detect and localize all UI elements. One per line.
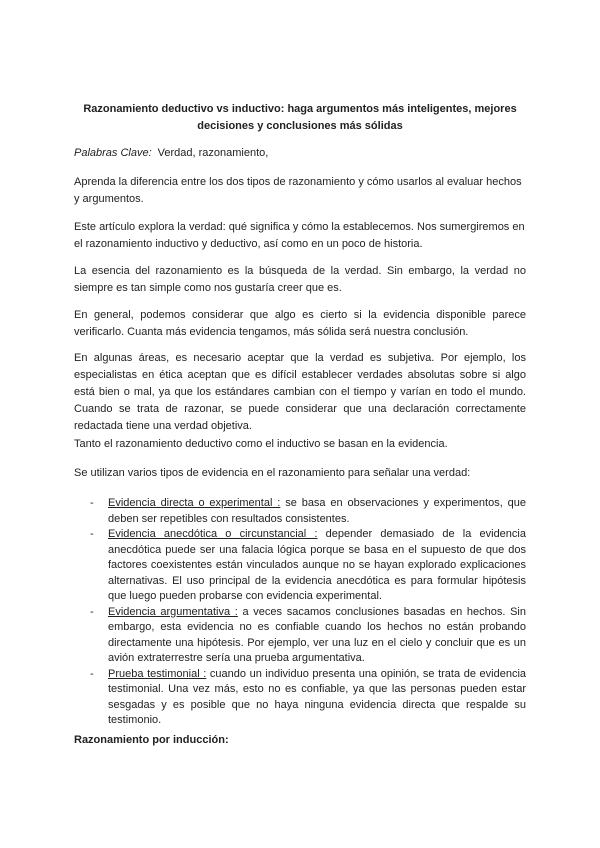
section-heading-induction: Razonamiento por inducción: [74,734,229,746]
paragraph-article-scope: Este artículo explora la verdad: qué significa y cómo la establecemos. Nos sumergiremos en el razonamiento inductivo y deductivo, así como en un poco de historia. [74,221,525,250]
keywords-label: Palabras Clave: [74,147,152,159]
keywords-value: Verdad, razonamiento, [157,147,269,159]
list-item [74,496,526,527]
paragraph-intro: Aprenda la diferencia entre los dos tipos de razonamiento y cómo usarlos al evaluar hechos y argumentos. [74,176,522,205]
evidence-term: Evidencia directa o experimental : [108,497,281,509]
list-item [74,605,526,667]
list-item [74,667,526,729]
paragraph-subjective-truth: En algunas áreas, es necesario aceptar que la verdad es subjetiva. Por ejemplo, los especialistas en ética aceptan que es difícil establecer verdades absolutas sobre si algo está bien o mal, ya que los estándares cambian con el tiempo y varían en todo el mundo. Cuando se trata de razonar, se puede considerar que una declaración correctamente redactada tiene una verdad objetiva. [74,352,526,432]
paragraph-both-reasoning: Tanto el razonamiento deductivo como el inductivo se basan en la evidencia. [74,438,448,450]
list-bullet: - [90,605,94,618]
evidence-types-list [74,496,526,729]
evidence-description: depender demasiado de la evidencia anecdótica puede ser una falacia lógica porque se basa en el supuesto de que dos factores coexistentes están vinculados aunque no se hayan explorado explicaciones alternativas. El uso principal de la evidencia anecdótica es para formular hipótesis que luego pueden probarse con evidencia experimental. [108,528,526,602]
keywords-line [74,145,526,162]
evidence-term: Prueba testimonial : [108,667,207,680]
paragraph-evidence-types-intro: Se utilizan varios tipos de evidencia en el razonamiento para señalar una verdad: [74,467,471,479]
evidence-description: cuando un individuo presenta una opinión, se trata de evidencia testimonial. Una vez más, esto no es confiable, ya que las personas pueden estar sesgadas y es posible que no haya ninguna evidencia directa que respalde su testimonio. [108,667,526,726]
list-item [74,527,526,605]
list-bullet: - [90,497,94,509]
evidence-term: Evidencia argumentativa : [108,605,238,618]
paragraph-essence: La esencia del razonamiento es la búsqueda de la verdad. Sin embargo, la verdad no siempre es tan simple como nos gustaría creer que es. [74,265,526,294]
evidence-description: se basa en observaciones y experimentos, que deben ser repetibles con resultados consistentes. [108,497,526,525]
document-title: Razonamiento deductivo vs inductivo: haga argumentos más inteligentes, mejores decisiones y conclusiones más sólidas [83,103,517,132]
list-bullet: - [90,667,94,680]
evidence-description: a veces sacamos conclusiones basadas en hechos. Sin embargo, esta evidencia no es confiable cuando los hechos no están probando directamente una hipótesis. Por ejemplo, ver una luz en el cielo y concluir que es un avión extraterrestre sería una prueba argumentativa. [108,605,526,664]
paragraph-evidence-general: En general, podemos considerar que algo es cierto si la evidencia disponible parece verificarlo. Cuanta más evidencia tengamos, más sólida será nuestra conclusión. [74,309,526,338]
evidence-term: Evidencia anecdótica o circunstancial : [108,528,318,540]
list-bullet: - [90,528,94,540]
